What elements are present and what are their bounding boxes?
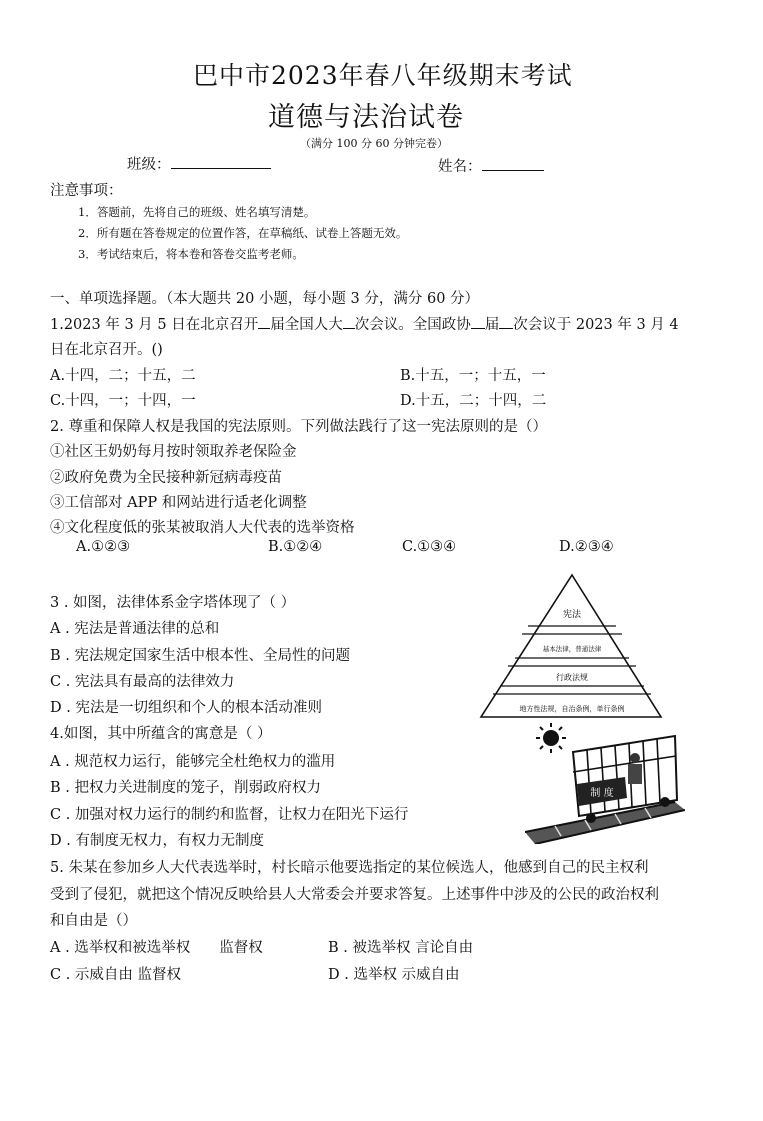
- q4-option-c: C . 加强对权力运行的制约和监督，让权力在阳光下运行: [50, 807, 409, 823]
- q3-option-d: D . 宪法是一切组织和个人的根本活动准则: [50, 700, 322, 716]
- note-item: 3．考试结束后，将本卷和答卷交监考老师。: [78, 247, 304, 261]
- q1-option-c: C.十四，一；十四，一: [50, 393, 196, 409]
- q2-item: ①社区王奶奶每月按时领取养老保险金: [50, 444, 297, 460]
- law-pyramid-figure: [477, 571, 667, 721]
- q1-blank: [471, 314, 485, 329]
- exam-title: 巴中市2023年春八年级期末考试: [193, 61, 573, 90]
- q2-item: ④文化程度低的张某被取消人大代表的选举资格: [50, 520, 355, 536]
- exam-subtitle: （满分 100 分 60 分钟完卷）: [300, 137, 448, 150]
- q4-stem: 4.如图，其中所蕴含的寓意是（ ）: [50, 726, 272, 742]
- name-label: 姓名：: [438, 159, 482, 175]
- pyramid-level-3: 行政法规: [556, 673, 588, 682]
- name-blank: [482, 156, 544, 171]
- q3-option-a: A . 宪法是普通法律的总和: [50, 621, 220, 637]
- q1-stem-line2: 日在北京召开。(): [50, 342, 163, 358]
- q1-text: 次会议于 2023 年 3 月 4: [513, 317, 679, 333]
- q3-option-b: B . 宪法规定国家生活中根本性、全局性的问题: [50, 648, 350, 664]
- q5-option-d: D . 选举权 示威自由: [328, 967, 460, 983]
- q1-blank: [343, 314, 355, 329]
- q5-stem-line: 5. 朱某在参加乡人大代表选举时，村长暗示他要选指定的某位候选人，他感到自己的民主权利: [50, 860, 649, 876]
- q4-option-a: A . 规范权力运行，能够完全杜绝权力的滥用: [50, 754, 336, 770]
- q1-option-d: D.十五，二；十四，二: [400, 393, 547, 409]
- name-field: [438, 155, 544, 176]
- section-heading: 一、单项选择题。（本大题共 20 小题，每小题 3 分，满分 60 分）: [50, 291, 480, 307]
- q1-blank: [499, 314, 513, 329]
- class-field: [127, 153, 271, 174]
- q2-option-c: C.①③④: [402, 539, 457, 555]
- class-blank: [171, 154, 271, 169]
- q5-stem-line: 和自由是（）: [50, 913, 137, 929]
- q2-option-d: D.②③④: [559, 539, 614, 555]
- q1-stem-line1: [50, 313, 679, 334]
- q4-option-d: D . 有制度无权力，有权力无制度: [50, 833, 264, 849]
- subject-title: 道德与法治试卷: [268, 102, 464, 133]
- q3-option-c: C . 宪法具有最高的法律效力: [50, 674, 235, 690]
- note-item: 1．答题前，先将自己的班级、姓名填写清楚。: [78, 205, 316, 219]
- cart-label: 制 度: [590, 788, 614, 799]
- q1-text: 次会议。全国政协: [354, 317, 471, 333]
- note-item: 2．所有题在答卷规定的位置作答，在草稿纸、试卷上答题无效。: [78, 226, 408, 240]
- q5-option-a: A . 选举权和被选举权 监督权: [50, 940, 263, 956]
- q3-stem: 3 . 如图，法律体系金字塔体现了（ ）: [50, 595, 296, 611]
- q1-text: 届全国人大: [270, 317, 343, 333]
- q1-option-a: A.十四，二；十五，二: [50, 368, 196, 384]
- class-label: 班级：: [127, 157, 171, 173]
- q2-item: ③工信部对 APP 和网站进行适老化调整: [50, 495, 307, 511]
- pyramid-level-1: 宪法: [562, 610, 582, 620]
- sun-icon: [536, 723, 566, 753]
- q1-blank: [258, 314, 270, 329]
- notes-heading: 注意事项：: [50, 183, 123, 199]
- q1-text: 届: [484, 317, 500, 333]
- q5-option-b: B . 被选举权 言论自由: [328, 940, 474, 956]
- q2-stem: 2. 尊重和保障人权是我国的宪法原则。下列做法践行了这一宪法原则的是（）: [50, 419, 547, 435]
- pyramid-level-2: 基本法律，普通法律: [542, 645, 602, 653]
- q2-option-a: A.①②③: [76, 539, 131, 555]
- q2-item: ②政府免费为全民接种新冠病毒疫苗: [50, 470, 282, 486]
- q5-option-c: C . 示威自由 监督权: [50, 967, 182, 983]
- pyramid-level-4: 地方性法规，自治条例，单行条例: [519, 705, 625, 713]
- q2-option-b: B.①②④: [268, 539, 323, 555]
- q1-text: 1.2023 年 3 月 5 日在北京召开: [50, 317, 259, 333]
- power-cage-illustration: [525, 722, 685, 844]
- q4-option-b: B . 把权力关进制度的笼子，削弱政府权力: [50, 780, 321, 796]
- q5-stem-line: 受到了侵犯，就把这个情况反映给县人大常委会并要求答复。上述事件中涉及的公民的政治权利: [50, 887, 659, 903]
- q1-option-b: B.十五，一；十五，一: [400, 368, 546, 384]
